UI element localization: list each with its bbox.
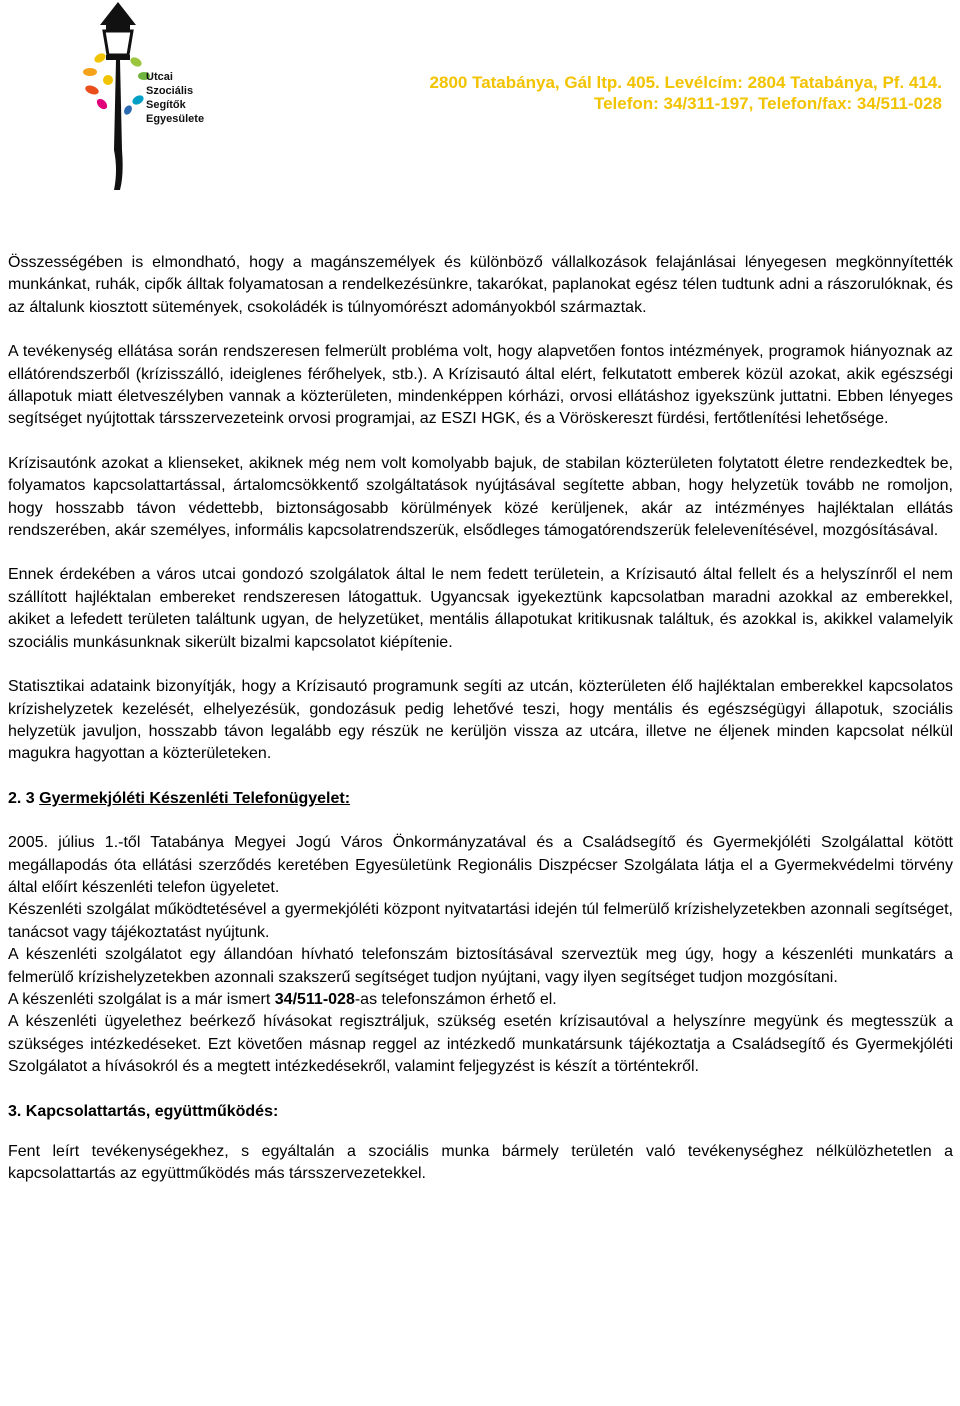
paragraph: [8, 989, 953, 1011]
section-heading-2-3: [8, 788, 953, 810]
paragraph: Ennek érdekében a város utcai gondozó szolgálatok által le nem fedett területein, a Krízisautó által fellelt és a helyszínről el nem szállított hajléktalan embereket rendszeresen látogattuk. Ugyancsak igyekeztünk kapcsolatban maradni azokkal az emberekkel, akiket a lefedett területen találtunk ugyan, de helyzetüket, mentális állapotukat kritikusnak találtuk, és azokkal is, akikkel valamelyik szociális munkásunknak sikerült bizalmi kapcsolatot kiépítenie.: [8, 566, 953, 651]
contact-info: [430, 72, 942, 114]
paragraph: A készenléti ügyelethez beérkező hívásokat regisztráljuk, szükség esetén krízisautóval a helyszínre megyünk és megtesszük a szükséges intézkedéseket. Ezt követően másnap reggel az intézkedő munkatársunk tájékoztatja a Családsegítő és Gyermekjóléti Szolgálatot a hívásokról és a megtett intézkedésekről, valamint feljegyzést is készít a történtekről.: [8, 1013, 953, 1076]
paragraph: A készenléti szolgálatot egy állandóan hívható telefonszám biztosításával szerveztük meg úgy, hogy a készenléti munkatárs a felmerülő krízishelyzetekben azonnali szakszerű segítséget tudjon nyújtani, vagy ilyen segítséget tudjon mozgósítani.: [8, 946, 953, 986]
paragraph: Készenléti szolgálat működtetésével a gyermekjóléti központ nyitvatartási idején túl felmerülő krízishelyzetekben azonnali segítséget, tanácsot vagy tájékoztatást nyújtunk.: [8, 901, 953, 941]
section-number: 2. 3: [8, 789, 40, 807]
paragraph: Krízisautónk azokat a klienseket, akiknek még nem volt komolyabb bajuk, de stabilan közterületen folytatott életre rendezkedtek be, folyamatos kapcsolattartással, ártalomcsökkentő szolgáltatások nyújtásával segítette abban, hogy helyzetük tovább ne romoljon, hogy hosszabb távon védettebb, biztonságosabb körülmények közé kerüljenek, akár az intézményes hajléktalan ellátás rendszerében, akár személyes, informális kapcsolatrendszerük, elsődleges támogatórendszerük felelevenítésével, mozgósításával.: [8, 454, 953, 540]
section-heading-3: 3. Kapcsolattartás, együttműködés:: [8, 1102, 279, 1120]
text-run: -as telefonszámon érhető el.: [354, 990, 557, 1008]
org-name-line: Utcai: [146, 71, 173, 83]
paragraph: Összességében is elmondható, hogy a magánszemélyek és különböző vállalkozások felajánlásai lényegesen megkönnyítették munkánkat, ruhák, cipők álltak folyamatosan a rendelkezésünkre, takarókat, paplanokat egész télen tudtunk adni a rászorulóknak, és az általunk kiosztott sütemények, csokoládék is túlnyomórészt adományokból származtak.: [8, 254, 953, 316]
paragraph: 2005. július 1.-től Tatabánya Megyei Jogú Város Önkormányzatával és a Családsegítő és Gyermekjóléti Szolgálattal kötött megállapodás óta ellátási szerződés keretében Egyesületünk Regionális Diszpécser Szolgálata látja el a Gyermekvédelmi törvény által előírt készenléti telefon ügyeletet.: [8, 834, 953, 896]
document-body: [8, 252, 953, 1186]
paragraph: Statisztikai adataink bizonyítják, hogy a Krízisautó programunk segíti az utcán, közterületen élő hajléktalan emberekkel kapcsolatos krízishelyzetek kezelését, elhelyezésük, gondozásuk pedig lehetővé teszi, hogy mentális és egészségügyi állapotuk, szociális helyzetük javuljon, hosszabb távon legalább egy részük ne kerüljön vissza az utcára, illetve ne éljenek minden kapcsolat nélkül magukra hagyottan a közterületeken.: [8, 678, 953, 763]
phone-line: Telefon: 34/311-197, Telefon/fax: 34/511-028: [593, 94, 942, 113]
section-title: Gyermekjóléti Készenléti Telefonügyelet:: [39, 789, 351, 807]
organization-name: [146, 70, 204, 126]
letterhead: [0, 0, 960, 200]
phone-number: 34/511-028: [274, 990, 355, 1008]
org-name-line: Szociális: [146, 85, 194, 97]
org-name-line: Segítők: [146, 99, 186, 111]
paragraph: A tevékenység ellátása során rendszeresen felmerült probléma volt, hogy alapvetően fontos intézmények, programok hiányoznak az ellátórendszerből (krízisszálló, ideiglenes férőhelyek, stb.). A Krízisautó által elért, felkutatott emberek közül azokat, akik egészségi állapotuk miatt életveszélyben vannak a közterületen, mindenképpen kórházi, orvosi ellátáshoz igyekszünk juttatni. Ebben lényeges segítséget nyújtottak társszervezeteink orvosi programjai, az ESZI HGK, és a Vöröskereszt fürdési, fertőtlenítési lehetősége.: [8, 343, 953, 428]
paragraph: Fent leírt tevékenységekhez, s egyáltalán a szociális munka bármely területén való tevékenységhez nélkülözhetetlen a kapcsolattartás az együttműködés más társszervezetekkel.: [8, 1143, 953, 1183]
text-run: A készenléti szolgálat is a már ismert: [8, 990, 275, 1008]
org-name-line: Egyesülete: [146, 113, 205, 125]
address-line: 2800 Tatabánya, Gál ltp. 405. Levélcím: 2804 Tatabánya, Pf. 414.: [429, 73, 942, 92]
